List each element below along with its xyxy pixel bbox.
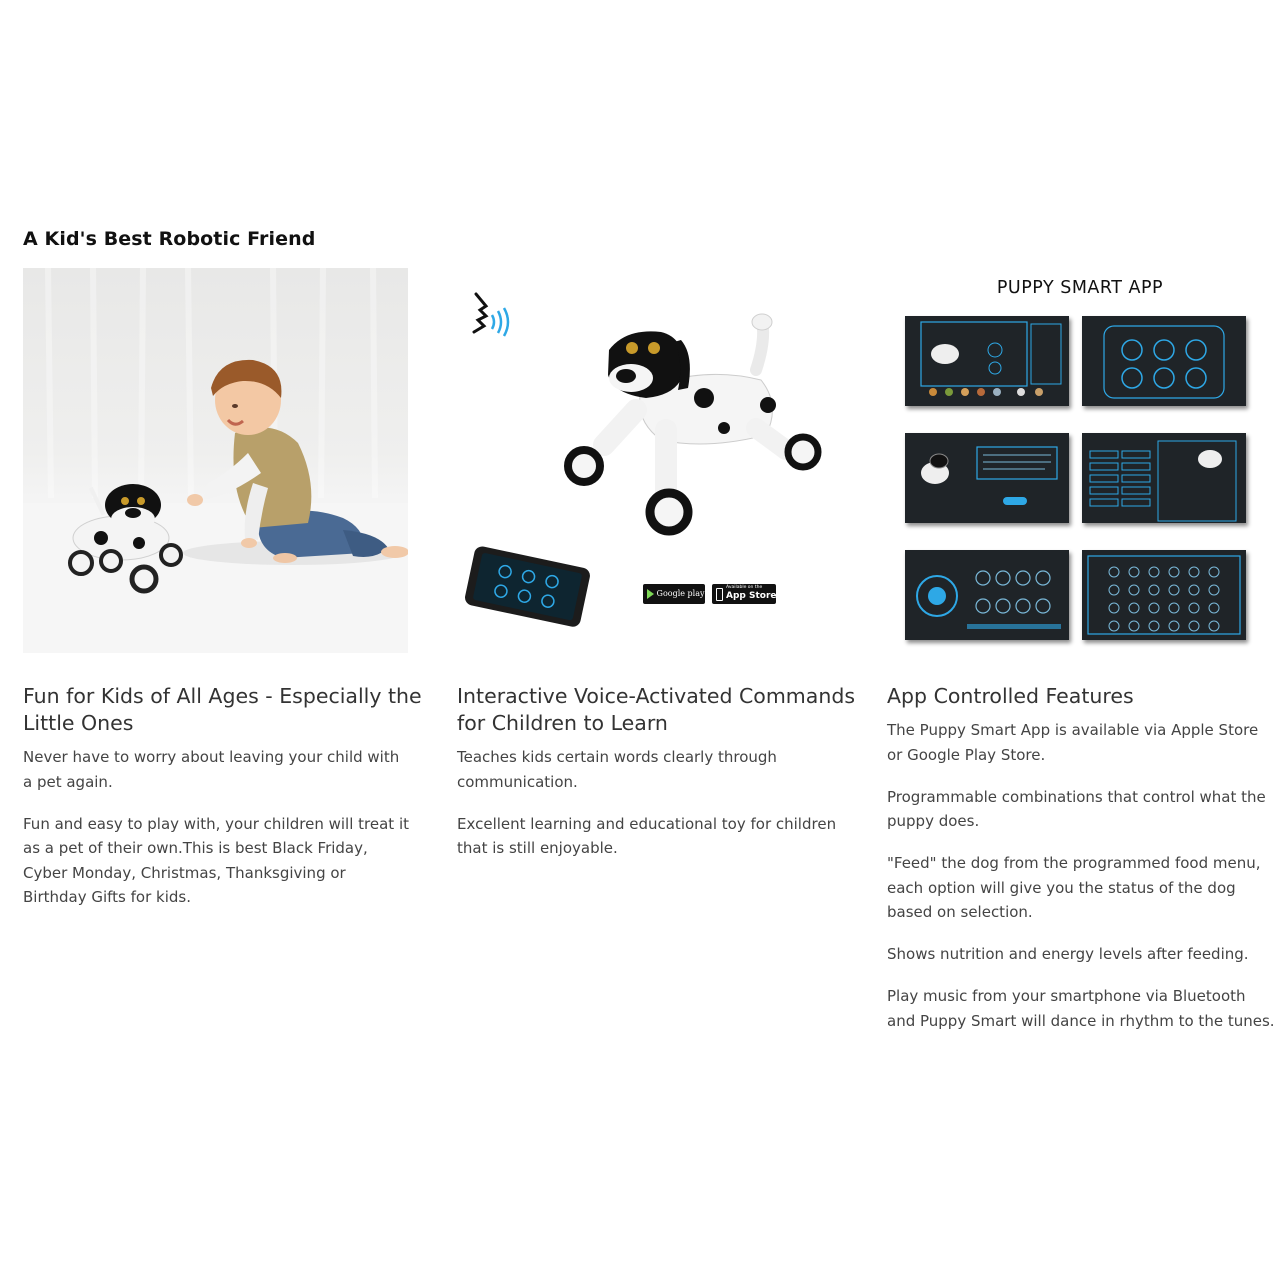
child-with-robot-dog-photo: [23, 268, 408, 653]
page-heading: A Kid's Best Robotic Friend: [23, 228, 316, 250]
column-2-heading: Interactive Voice-Activated Commands for Children to Learn: [457, 684, 856, 735]
voice-sound-icon: [474, 294, 508, 336]
child-with-robot-dog-illustration: [23, 268, 408, 653]
robot-dog-illustration: [456, 280, 846, 630]
column-2-paragraph: Excellent learning and educational toy for children that is still enjoyable.: [457, 814, 837, 857]
google-play-label: Google play: [656, 589, 705, 598]
google-play-badge: [643, 584, 705, 604]
app-store-badge: [712, 584, 776, 604]
column-3-paragraph: Shows nutrition and energy levels after feeding.: [887, 945, 1249, 963]
voice-command-robot-dog-image: [456, 280, 846, 630]
column-1-text: [23, 745, 413, 927]
phone-glyph-icon: [716, 588, 723, 601]
app-screen-actions: [1082, 550, 1246, 640]
smartphone-image: [464, 545, 592, 628]
column-1-paragraph: Never have to worry about leaving your child with a pet again.: [23, 748, 400, 791]
column-2-paragraph: Teaches kids certain words clearly through communication.: [457, 748, 777, 791]
column-3-heading: App Controlled Features: [887, 684, 1134, 708]
column-1-paragraph: Fun and easy to play with, your children will treat it as a pet of their own.This is best Black Friday, Cyber Monday, Christmas, Thanksgiving or Birthday Gifts for kids.: [23, 814, 409, 906]
column-3-text: [887, 718, 1277, 1051]
column-3-paragraph: "Feed" the dog from the programmed food menu, each option will give you the status of the dog based on selection.: [887, 854, 1261, 921]
column-3-paragraph: Programmable combinations that control what the puppy does.: [887, 787, 1266, 830]
column-3-paragraph: Play music from your smartphone via Bluetooth and Puppy Smart will dance in rhythm to the tunes.: [887, 987, 1275, 1030]
play-triangle-icon: [647, 589, 654, 599]
app-screen-feed-menu: [905, 316, 1069, 406]
app-store-label: App Store: [726, 591, 776, 601]
column-2-text: [457, 745, 852, 878]
app-panel-title: PUPPY SMART APP: [996, 278, 1164, 298]
column-1-heading: Fun for Kids of All Ages - Especially the Little Ones: [23, 684, 422, 735]
app-screen-programming: [1082, 433, 1246, 523]
app-screen-music: [905, 550, 1069, 640]
app-store-small-label: Available on the: [726, 585, 763, 590]
app-screen-main-menu: [1082, 316, 1246, 406]
app-screen-connect: [905, 433, 1069, 523]
column-3-paragraph: The Puppy Smart App is available via Apple Store or Google Play Store.: [887, 721, 1259, 764]
